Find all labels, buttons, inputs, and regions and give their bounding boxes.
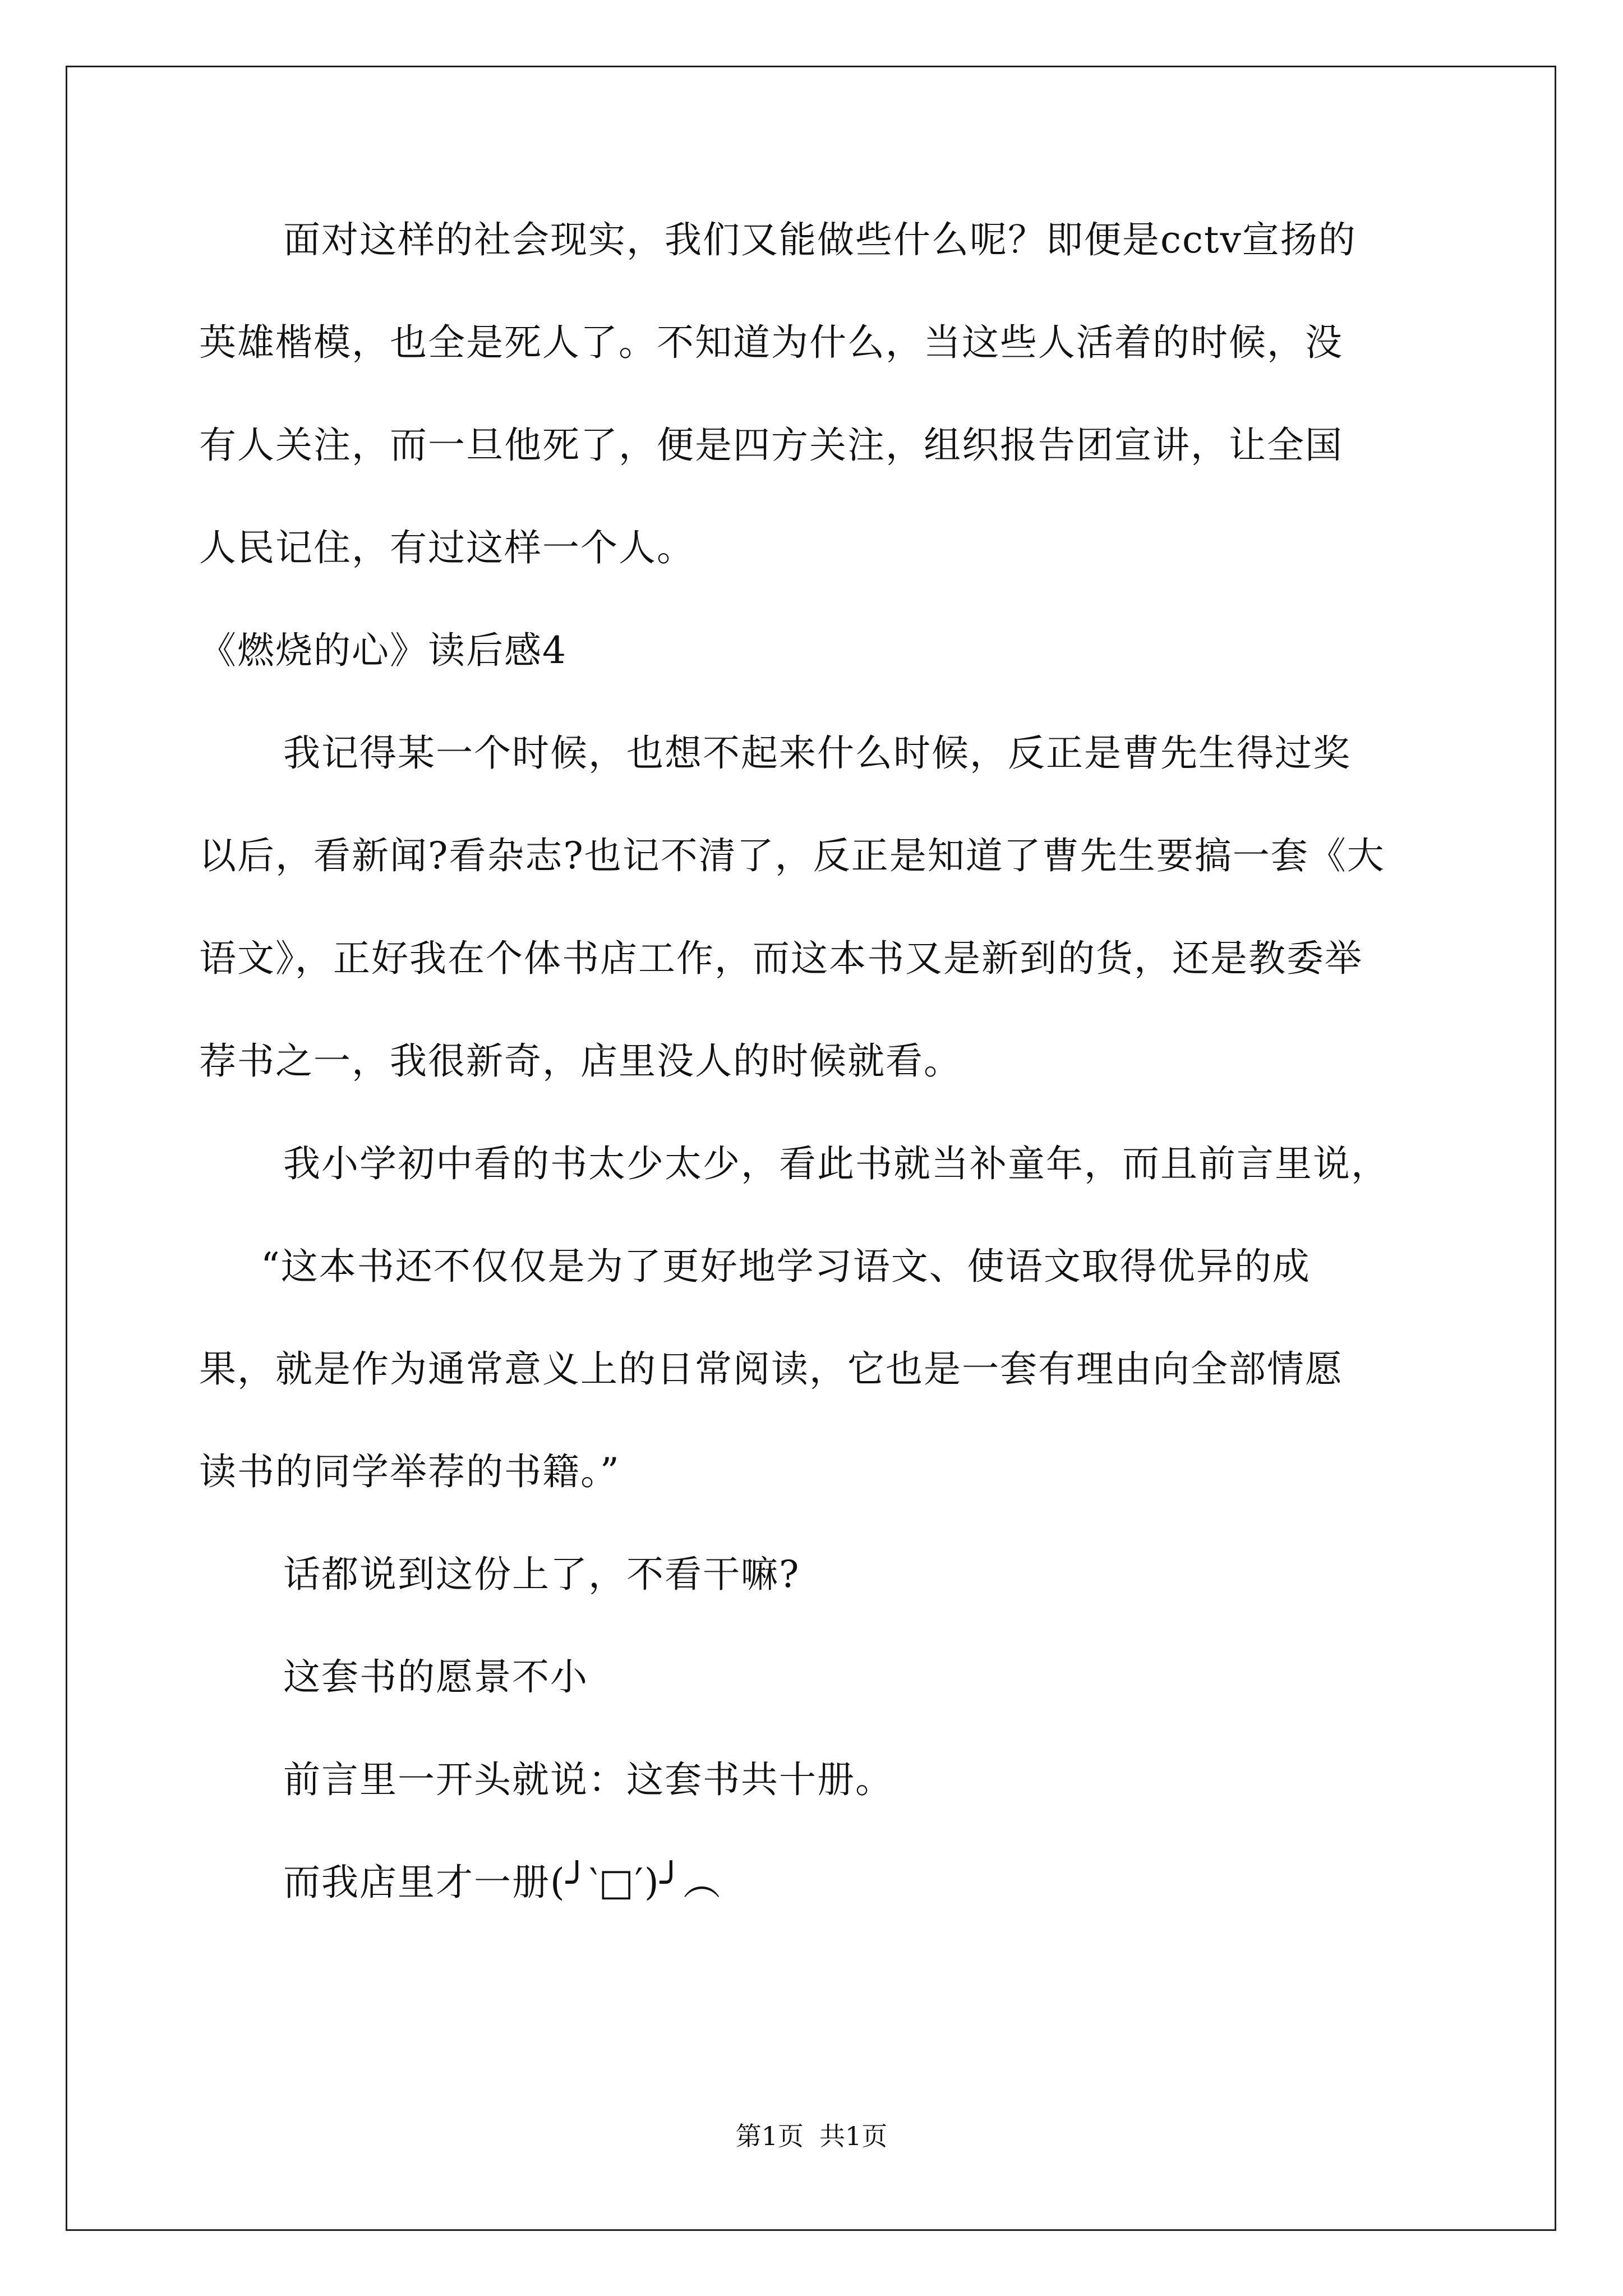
paragraph-line: 荐书之一，我很新奇，店里没人的时候就看。	[199, 1039, 962, 1083]
section-heading: 《燃烧的心》读后感4	[199, 629, 567, 672]
paragraph-line: 果，就是作为通常意义上的日常阅读，它也是一套有理由向全部情愿	[199, 1347, 1343, 1391]
paragraph-line: 我记得某一个时候，也想不起来什么时候，反正是曹先生得过奖	[283, 731, 1351, 775]
page-number: 第1页	[735, 2121, 804, 2151]
paragraph: 话都说到这份上了，不看干嘛?	[283, 1553, 800, 1596]
paragraph-line: 语文》，正好我在个体书店工作，而这本书又是新到的货，还是教委举	[199, 937, 1363, 980]
paragraph-line: 面对这样的社会现实，我们又能做些什么呢？即便是cctv宣扬的	[283, 218, 1357, 261]
paragraph: 这套书的愿景不小	[283, 1655, 588, 1699]
paragraph-line: 读书的同学举荐的书籍。”	[199, 1450, 620, 1493]
page-total: 共1页	[819, 2121, 888, 2151]
paragraph-line: 人民记住，有过这样一个人。	[199, 526, 695, 569]
paragraph-line: 我小学初中看的书太少太少，看此书就当补童年，而且前言里说，	[283, 1142, 1389, 1185]
page-footer	[0, 2119, 1623, 2153]
paragraph: 而我店里才一册(╯‵□′)╯︵	[283, 1861, 722, 1904]
paragraph: 前言里一开头就说：这套书共十册。	[283, 1758, 893, 1801]
paragraph-line: 有人关注，而一旦他死了，便是四方关注，组织报告团宣讲，让全国	[199, 424, 1343, 467]
paragraph-line: “这本书还不仅仅是为了更好地学习语文、使语文取得优异的成	[261, 1245, 1311, 1288]
paragraph-line: 英雄楷模，也全是死人了。不知道为什么，当这些人活着的时候，没	[199, 321, 1343, 364]
paragraph-line: 以后，看新闻?看杂志?也记不清了，反正是知道了曹先生要搞一套《大	[199, 834, 1385, 877]
